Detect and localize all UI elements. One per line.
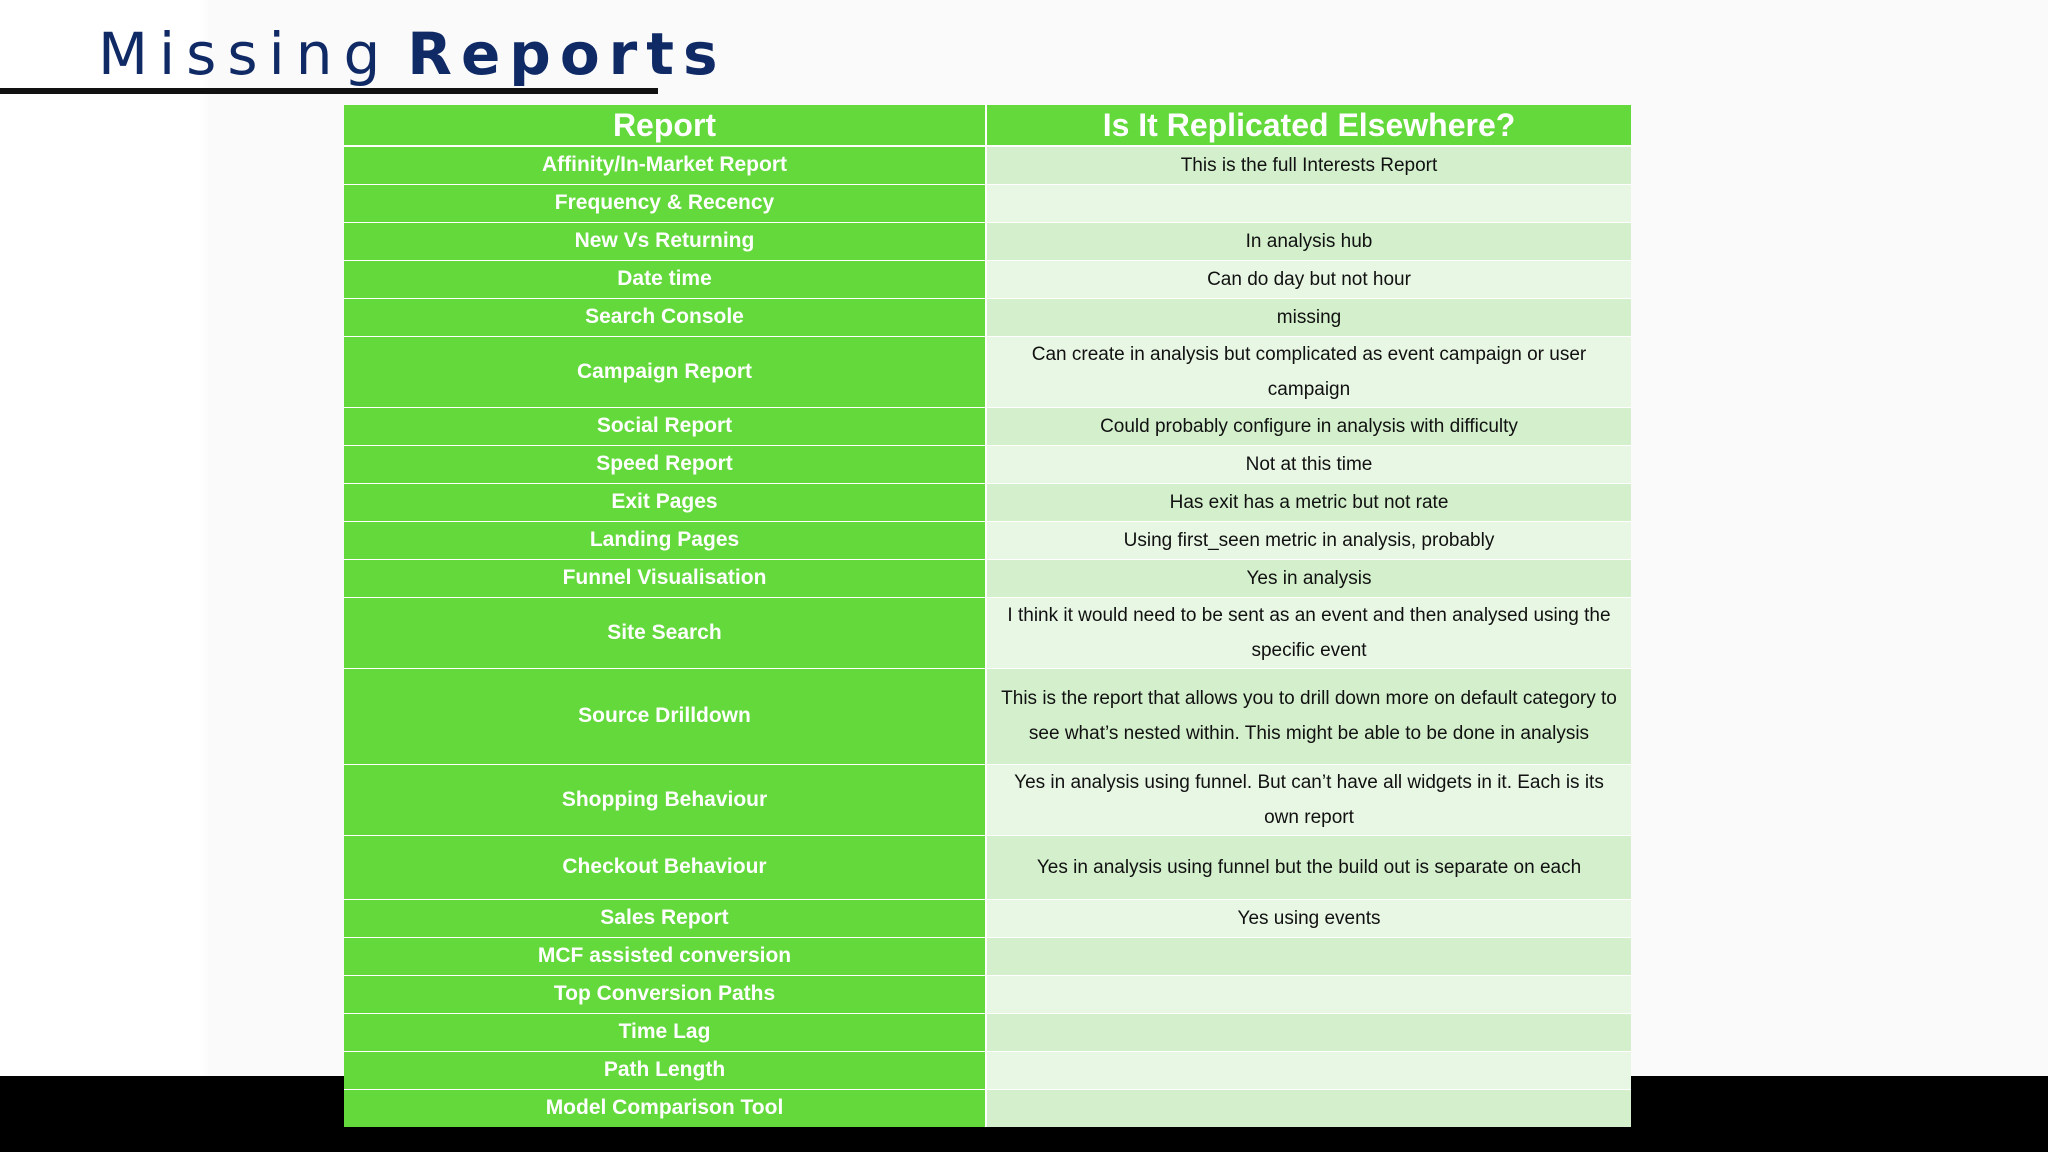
replicated-cell: Can do day but not hour [986,260,1631,298]
report-name-cell: Social Report [344,407,986,445]
report-name-cell: Date time [344,260,986,298]
report-name-cell: Funnel Visualisation [344,559,986,597]
replicated-cell: In analysis hub [986,222,1631,260]
replicated-cell [986,1051,1631,1089]
table-row [344,835,1631,899]
replicated-cell [986,1013,1631,1051]
slide-title-bold: Reports [407,20,727,88]
table-row [344,1051,1631,1089]
table-row [344,483,1631,521]
replicated-cell [986,184,1631,222]
table-row [344,559,1631,597]
report-name-cell: Search Console [344,298,986,336]
replicated-cell: Yes using events [986,899,1631,937]
header-replicated: Is It Replicated Elsewhere? [986,105,1631,146]
report-name-cell: MCF assisted conversion [344,937,986,975]
table-row [344,298,1631,336]
table-row [344,764,1631,835]
report-name-cell: Shopping Behaviour [344,764,986,835]
table-row [344,184,1631,222]
missing-reports-table [344,105,1631,1127]
replicated-cell: I think it would need to be sent as an event and then analysed using the specific event [986,597,1631,668]
table-row [344,521,1631,559]
table-row [344,668,1631,764]
header-report: Report [344,105,986,146]
title-underline [0,88,658,94]
table-row [344,1089,1631,1127]
report-name-cell: Landing Pages [344,521,986,559]
report-name-cell: Campaign Report [344,336,986,407]
table-row [344,260,1631,298]
report-name-cell: Sales Report [344,899,986,937]
table-row [344,146,1631,184]
report-name-cell: Speed Report [344,445,986,483]
report-name-cell: Source Drilldown [344,668,986,764]
report-name-cell: Exit Pages [344,483,986,521]
table-row [344,222,1631,260]
replicated-cell: Yes in analysis using funnel. But can’t have all widgets in it. Each is its own report [986,764,1631,835]
report-name-cell: Affinity/In-Market Report [344,146,986,184]
report-name-cell: Model Comparison Tool [344,1089,986,1127]
table-row [344,1013,1631,1051]
report-name-cell: Path Length [344,1051,986,1089]
table-body [344,146,1631,1127]
slide-title-light: Missing [98,20,392,88]
report-name-cell: New Vs Returning [344,222,986,260]
replicated-cell: Using first_seen metric in analysis, probably [986,521,1631,559]
replicated-cell [986,1089,1631,1127]
replicated-cell [986,937,1631,975]
report-name-cell: Time Lag [344,1013,986,1051]
table-row [344,336,1631,407]
replicated-cell: Yes in analysis using funnel but the build out is separate on each [986,835,1631,899]
table-row [344,937,1631,975]
report-name-cell: Frequency & Recency [344,184,986,222]
replicated-cell: Yes in analysis [986,559,1631,597]
table-row [344,975,1631,1013]
report-name-cell: Checkout Behaviour [344,835,986,899]
replicated-cell: Could probably configure in analysis with difficulty [986,407,1631,445]
replicated-cell: Has exit has a metric but not rate [986,483,1631,521]
table-row [344,899,1631,937]
replicated-cell: Not at this time [986,445,1631,483]
replicated-cell: Can create in analysis but complicated as event campaign or user campaign [986,336,1631,407]
replicated-cell: This is the report that allows you to drill down more on default category to see what’s nested within. This might be able to be done in analysis [986,668,1631,764]
table-row [344,407,1631,445]
report-name-cell: Site Search [344,597,986,668]
table-header-row [344,105,1631,146]
replicated-cell: missing [986,298,1631,336]
slide-title [98,14,727,94]
replicated-cell [986,975,1631,1013]
table-row [344,597,1631,668]
table-row [344,445,1631,483]
report-name-cell: Top Conversion Paths [344,975,986,1013]
replicated-cell: This is the full Interests Report [986,146,1631,184]
